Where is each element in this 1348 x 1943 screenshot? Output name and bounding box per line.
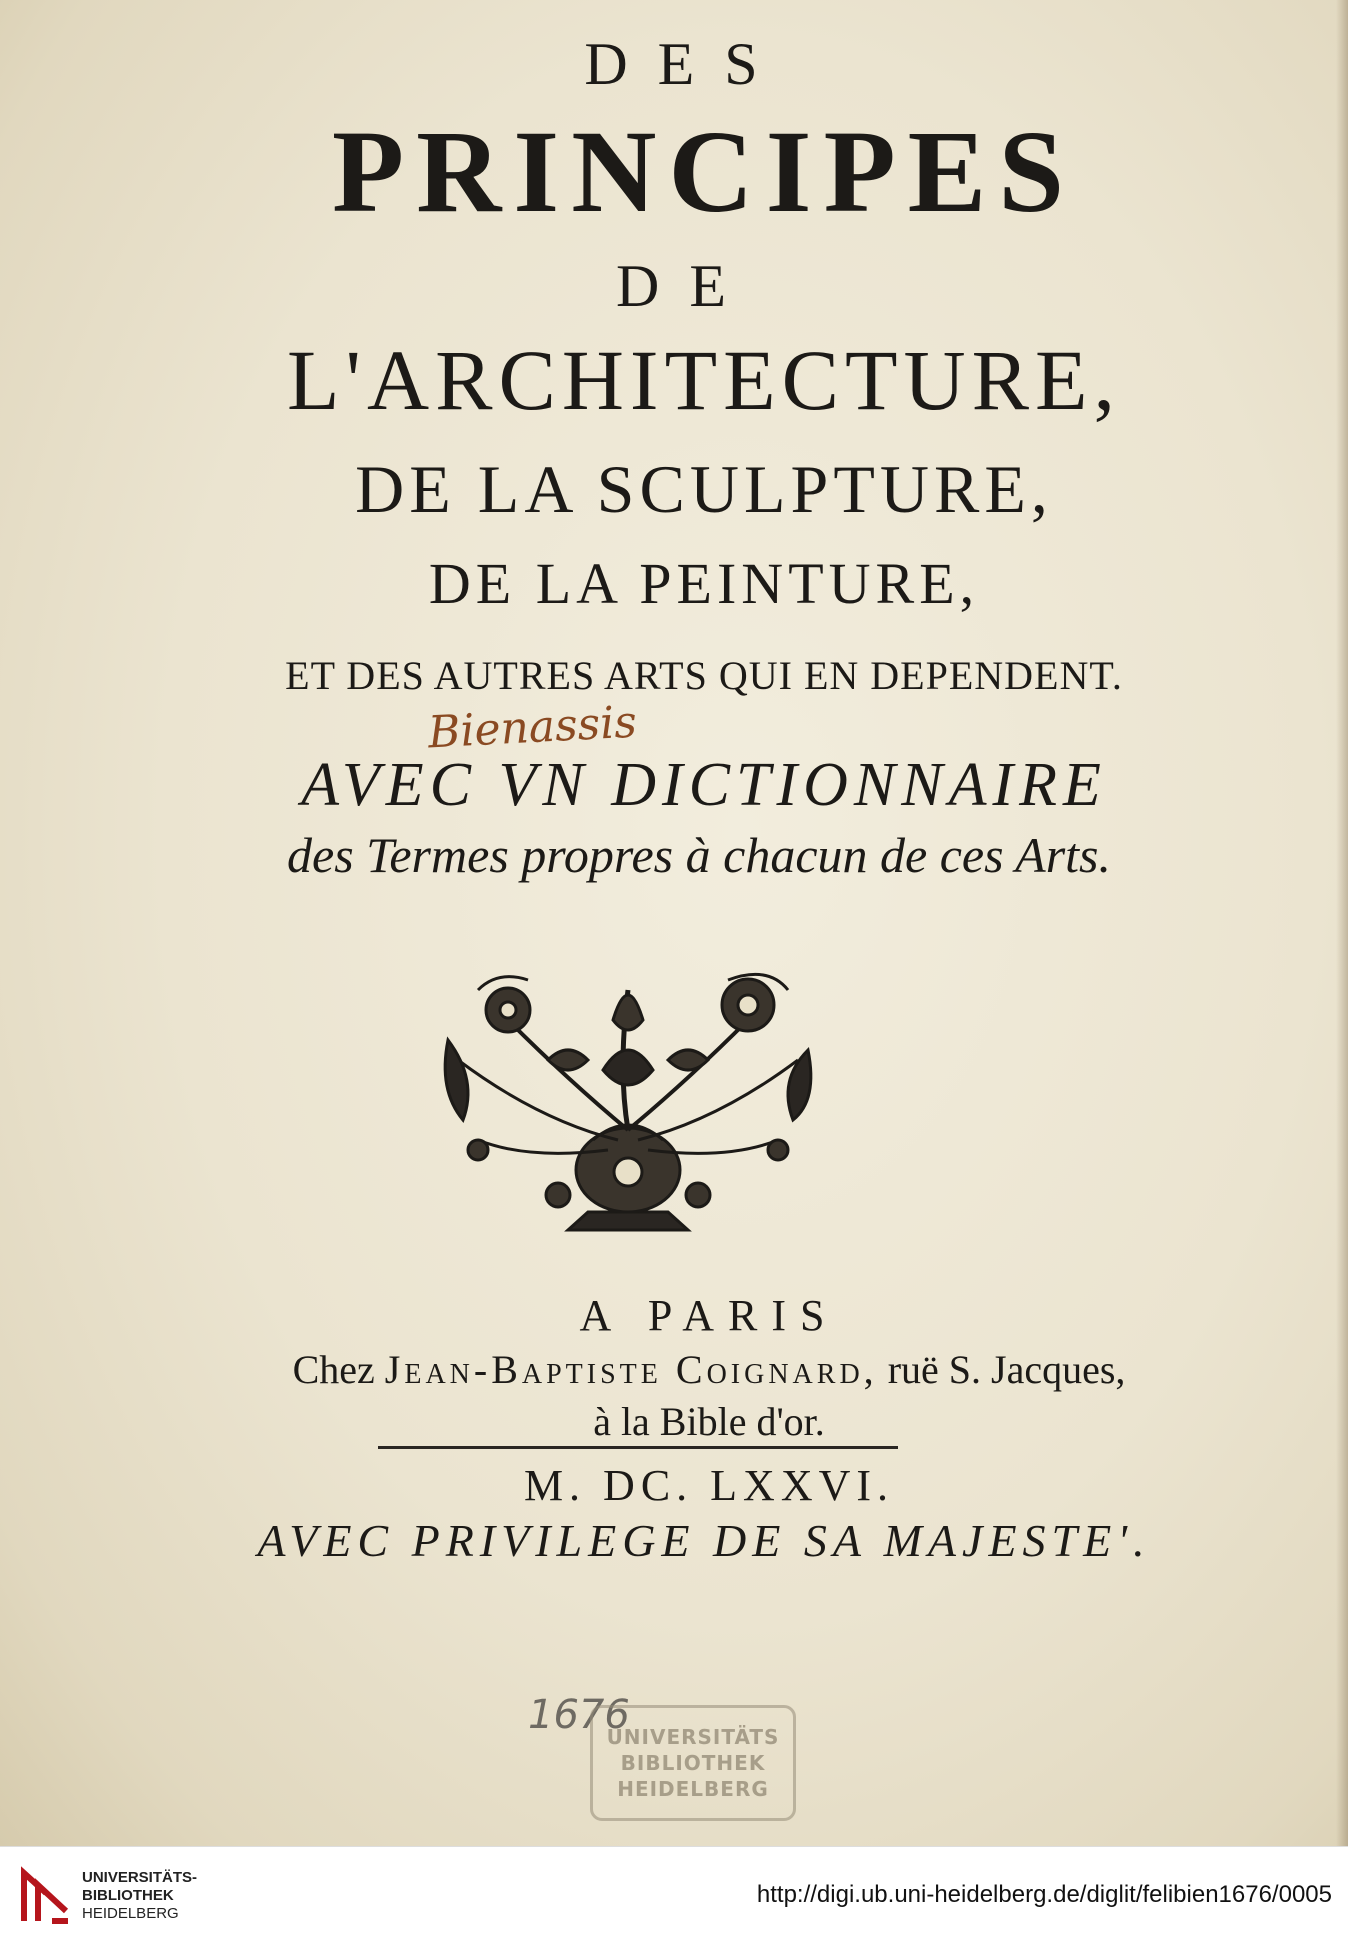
imprint-printer-line	[0, 1346, 1348, 1393]
stamp-line-2: BIBLIOTHEK	[620, 1751, 766, 1775]
handwritten-signature: Bienassis	[426, 696, 639, 759]
title-line-peinture: DE LA PEINTURE,	[428, 551, 980, 616]
library-logo-icon	[18, 1863, 74, 1927]
title-line-architecture: L'ARCHITECTURE,	[286, 332, 1122, 428]
logo-line-2: BIBLIOTHEK	[82, 1887, 174, 1904]
title-line-de: DE	[616, 253, 756, 319]
footer-bar	[0, 1846, 1348, 1943]
imprint-chez: Chez	[292, 1347, 375, 1392]
title-line-des: DES	[584, 31, 788, 97]
subtitle-line-dictionnaire: AVEC VN DICTIONNAIRE	[301, 751, 1107, 819]
logo-line-3: HEIDELBERG	[82, 1905, 179, 1922]
imprint-street: ruë S. Jacques,	[887, 1347, 1126, 1392]
permalink-url[interactable]: http://digi.ub.uni-heidelberg.de/diglit/felibien1676/0005	[756, 1881, 1332, 1908]
logo-line-1: UNIVERSITÄTS-	[82, 1869, 198, 1886]
subtitle-line-termes: des Termes propres à chacun de ces Arts.	[287, 827, 1111, 883]
title-line-sculpture: DE LA SCULPTURE,	[355, 451, 1053, 527]
privilege-line: AVEC PRIVILEGE DE SA MAJESTE'.	[257, 1515, 1151, 1566]
library-logo-text	[82, 1869, 197, 1923]
library-stamp	[590, 1705, 796, 1821]
imprint-sign: à la Bible d'or.	[593, 1399, 825, 1444]
flower-vase-ornament-icon	[418, 950, 838, 1240]
title-line-principes: PRINCIPES	[332, 106, 1076, 237]
stamp-line-1: UNIVERSITÄTS	[606, 1725, 780, 1749]
imprint-date: M. DC. LXXVI.	[523, 1461, 895, 1510]
imprint-city: A PARIS	[579, 1291, 839, 1340]
horizontal-rule	[378, 1446, 898, 1449]
imprint-printer-name: Jean-Baptiste Coignard,	[384, 1347, 878, 1392]
pencil-note: 1676	[528, 1692, 630, 1738]
stamp-line-3: HEIDELBERG	[617, 1777, 769, 1801]
title-line-autres-arts: ET DES AUTRES ARTS QUI EN DEPENDENT.	[285, 653, 1123, 698]
